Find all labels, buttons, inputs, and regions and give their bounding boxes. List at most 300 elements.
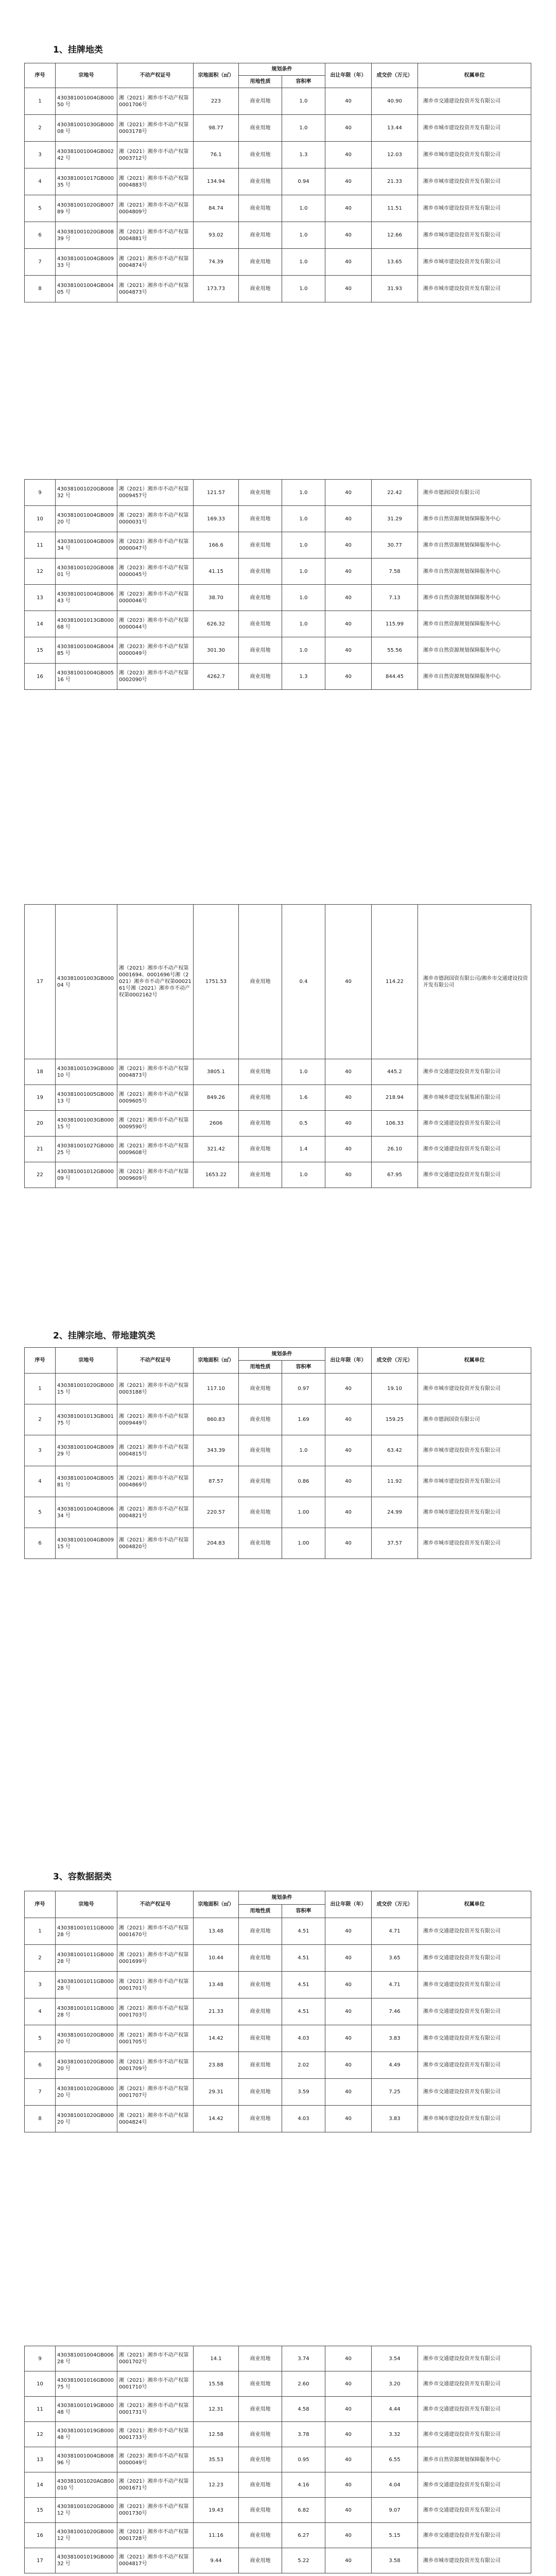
cell-use: 商业用地 xyxy=(239,142,282,168)
cell-price: 3.65 xyxy=(372,1945,418,1972)
cell-cert: 湘（2021）湘乡市不动产权第0001705号 xyxy=(117,2025,194,2052)
cell-price: 55.56 xyxy=(372,637,418,664)
cell-owner: 湘乡市交通建设投资开发有限公司 xyxy=(418,1918,531,1945)
land-table xyxy=(24,2346,531,2573)
column-header-plan: 规划条件 xyxy=(239,1891,325,1905)
cell-no: 16 xyxy=(25,664,56,690)
cell-use: 商业用地 xyxy=(239,1918,282,1945)
cell-price: 12.03 xyxy=(372,142,418,168)
cell-area: 76.1 xyxy=(194,142,239,168)
cell-use: 商业用地 xyxy=(239,222,282,249)
cell-years: 40 xyxy=(325,2447,372,2472)
cell-far: 4.58 xyxy=(282,2397,325,2422)
cell-cert: 湘（2021）湘乡市不动产权第0004873号 xyxy=(117,1059,194,1085)
cell-cert: 湘（2021）湘乡市不动产权第0001699号 xyxy=(117,1945,194,1972)
cell-far: 0.97 xyxy=(282,1374,325,1404)
cell-price: 24.99 xyxy=(372,1497,418,1528)
cell-no: 4 xyxy=(25,168,56,195)
cell-use: 商业用地 xyxy=(239,1466,282,1497)
cell-no: 18 xyxy=(25,1059,56,1085)
column-header-price: 成交价（万元） xyxy=(372,1891,418,1918)
cell-use: 商业用地 xyxy=(239,1085,282,1111)
cell-parcel: 430381001004GB00933 号 xyxy=(56,249,117,276)
cell-no: 16 xyxy=(25,2523,56,2548)
cell-parcel: 430381001004GB00920 号 xyxy=(56,506,117,532)
cell-owner: 湘乡市德润国资有限公司 xyxy=(418,1404,531,1435)
cell-far: 0.86 xyxy=(282,1466,325,1497)
table-row xyxy=(25,2025,531,2052)
cell-area: 1751.53 xyxy=(194,905,239,1059)
cell-cert: 湘（2021）湘乡市不动产权第0004815号 xyxy=(117,1435,194,1466)
table-block xyxy=(24,479,531,690)
cell-owner: 湘乡市城市建设投资开发有限公司 xyxy=(418,1466,531,1497)
cell-cert: 湘（2023）湘乡市不动产权第0000031号 xyxy=(117,506,194,532)
cell-parcel: 430381001011GB00028 号 xyxy=(56,1972,117,1998)
cell-far: 1.0 xyxy=(282,637,325,664)
cell-years: 40 xyxy=(325,249,372,276)
cell-owner: 湘乡市城市建设投资开发有限公司 xyxy=(418,222,531,249)
cell-years: 40 xyxy=(325,1111,372,1137)
cell-far: 1.0 xyxy=(282,195,325,222)
cell-parcel: 430381001027GB00025 号 xyxy=(56,1137,117,1162)
cell-parcel: 430381001019GB00048 号 xyxy=(56,2422,117,2447)
table-row xyxy=(25,1137,531,1162)
cell-far: 1.0 xyxy=(282,611,325,637)
column-header-no: 序号 xyxy=(25,63,56,88)
cell-years: 40 xyxy=(325,142,372,168)
cell-no: 6 xyxy=(25,2052,56,2079)
cell-price: 218.94 xyxy=(372,1085,418,1111)
cell-parcel: 430381001004GB00934 号 xyxy=(56,532,117,558)
column-header-area: 宗地面积（㎡） xyxy=(194,1891,239,1918)
table-row xyxy=(25,637,531,664)
cell-price: 31.93 xyxy=(372,276,418,302)
cell-price: 4.71 xyxy=(372,1972,418,1998)
cell-owner: 湘乡市城市建设投资开发有限公司 xyxy=(418,195,531,222)
table-row xyxy=(25,1085,531,1111)
column-header-no: 序号 xyxy=(25,1348,56,1374)
cell-cert: 湘（2021）湘乡市不动产权第0009449号 xyxy=(117,1404,194,1435)
cell-parcel: 430381001019GB00048 号 xyxy=(56,2397,117,2422)
cell-no: 21 xyxy=(25,1137,56,1162)
cell-parcel: 430381001004GB00050 号 xyxy=(56,88,117,115)
cell-owner: 湘乡市交通建设投资开发有限公司 xyxy=(418,2025,531,2052)
cell-no: 3 xyxy=(25,1972,56,1998)
cell-owner: 湘乡市城市建设投资开发有限公司 xyxy=(418,276,531,302)
cell-years: 40 xyxy=(325,195,372,222)
table-row xyxy=(25,142,531,168)
cell-no: 10 xyxy=(25,506,56,532)
cell-years: 40 xyxy=(325,2397,372,2422)
table-row xyxy=(25,1404,531,1435)
cell-no: 6 xyxy=(25,1528,56,1559)
table-row xyxy=(25,1918,531,1945)
header-row xyxy=(25,1348,531,1361)
cell-cert: 湘（2021）湘乡市不动产权第 0003712号 xyxy=(117,142,194,168)
cell-price: 13.44 xyxy=(372,115,418,142)
column-header-plan: 规划条件 xyxy=(239,63,325,76)
table-row xyxy=(25,905,531,1059)
cell-no: 13 xyxy=(25,585,56,611)
cell-use: 商业用地 xyxy=(239,276,282,302)
cell-area: 121.57 xyxy=(194,480,239,506)
cell-cert: 湘（2021）湘乡市不动产权第0004883号 xyxy=(117,168,194,195)
cell-cert: 湘（2023）湘乡市不动产权第0000049号 xyxy=(117,637,194,664)
cell-years: 40 xyxy=(325,1059,372,1085)
cell-owner: 湘乡市城市建设投资开发有限公司 xyxy=(418,1497,531,1528)
cell-cert: 湘（2021）湘乡市不动产权第0003188号 xyxy=(117,1374,194,1404)
cell-price: 4.04 xyxy=(372,2472,418,2498)
cell-price: 31.29 xyxy=(372,506,418,532)
column-header-years: 出让年限（年） xyxy=(325,63,372,88)
cell-far: 2.60 xyxy=(282,2371,325,2397)
cell-cert: 湘（2021）湘乡市不动产权第0001706号 xyxy=(117,88,194,115)
cell-far: 4.51 xyxy=(282,1998,325,2025)
column-header-price: 成交价（万元） xyxy=(372,63,418,88)
cell-no: 5 xyxy=(25,1497,56,1528)
cell-area: 87.57 xyxy=(194,1466,239,1497)
cell-cert: 湘（2021）湘乡市不动产权第0004809号 xyxy=(117,195,194,222)
cell-parcel: 430381001020GB00020 号 xyxy=(56,2052,117,2079)
column-header-use: 用地性质 xyxy=(239,76,282,88)
cell-no: 2 xyxy=(25,1945,56,1972)
cell-parcel: 430381001013GB00068 号 xyxy=(56,611,117,637)
cell-years: 40 xyxy=(325,2472,372,2498)
cell-far: 4.51 xyxy=(282,1945,325,1972)
table-row xyxy=(25,1945,531,1972)
cell-price: 3.20 xyxy=(372,2371,418,2397)
cell-far: 1.0 xyxy=(282,249,325,276)
cell-no: 10 xyxy=(25,2371,56,2397)
table-row xyxy=(25,2447,531,2472)
column-header-plan: 规划条件 xyxy=(239,1348,325,1361)
table-row xyxy=(25,1374,531,1404)
cell-parcel: 430381001011GB00028 号 xyxy=(56,1918,117,1945)
cell-cert: 湘（2021）湘乡市不动产权第0004817号 xyxy=(117,2548,194,2573)
cell-price: 37.57 xyxy=(372,1528,418,1559)
cell-owner: 湘乡市交通建设投资开发有限公司 xyxy=(418,88,531,115)
cell-area: 12.58 xyxy=(194,2422,239,2447)
cell-cert: 湘（2021）湘乡市不动产权第0001710号 xyxy=(117,2371,194,2397)
cell-owner: 湘乡市交通建设投资开发有限公司 xyxy=(418,2523,531,2548)
cell-cert: 湘（2021）湘乡市不动产权第0001709号 xyxy=(117,2052,194,2079)
table-row xyxy=(25,2106,531,2132)
table-row xyxy=(25,1059,531,1085)
cell-years: 40 xyxy=(325,1085,372,1111)
table-row xyxy=(25,2472,531,2498)
column-header-far: 容积率 xyxy=(282,1905,325,1918)
cell-area: 626.32 xyxy=(194,611,239,637)
cell-no: 11 xyxy=(25,532,56,558)
cell-owner: 湘乡市城市建设投资开发有限公司 xyxy=(418,1374,531,1404)
cell-cert: 湘（2021）湘乡市不动产权第0004824号 xyxy=(117,2106,194,2132)
cell-years: 40 xyxy=(325,1162,372,1188)
cell-far: 1.3 xyxy=(282,664,325,690)
cell-no: 12 xyxy=(25,2422,56,2447)
cell-area: 13.48 xyxy=(194,1918,239,1945)
cell-use: 商业用地 xyxy=(239,195,282,222)
cell-years: 40 xyxy=(325,585,372,611)
cell-years: 40 xyxy=(325,2079,372,2106)
cell-owner: 湘乡市交通建设投资开发有限公司 xyxy=(418,2079,531,2106)
column-header-price: 成交价（万元） xyxy=(372,1348,418,1374)
cell-area: 15.58 xyxy=(194,2371,239,2397)
cell-area: 14.42 xyxy=(194,2106,239,2132)
cell-far: 6.27 xyxy=(282,2523,325,2548)
cell-no: 22 xyxy=(25,1162,56,1188)
cell-price: 63.42 xyxy=(372,1435,418,1466)
cell-use: 商业用地 xyxy=(239,532,282,558)
cell-far: 0.4 xyxy=(282,905,325,1059)
cell-years: 40 xyxy=(325,222,372,249)
cell-use: 商业用地 xyxy=(239,585,282,611)
cell-area: 74.39 xyxy=(194,249,239,276)
land-table xyxy=(24,1347,531,1559)
cell-far: 0.5 xyxy=(282,1111,325,1137)
cell-far: 1.0 xyxy=(282,115,325,142)
cell-use: 商业用地 xyxy=(239,2548,282,2573)
column-header-cert: 不动产权证号 xyxy=(117,63,194,88)
land-table xyxy=(24,479,531,690)
cell-parcel: 430381001004GB00929 号 xyxy=(56,1435,117,1466)
cell-owner: 湘乡市城市建设投资开发有限公司 xyxy=(418,142,531,168)
table-row xyxy=(25,1435,531,1466)
cell-area: 321.42 xyxy=(194,1137,239,1162)
cell-years: 40 xyxy=(325,2523,372,2548)
cell-price: 3.58 xyxy=(372,2548,418,2573)
cell-parcel: 430381001004GB00581 号 xyxy=(56,1466,117,1497)
cell-years: 40 xyxy=(325,2422,372,2447)
cell-no: 4 xyxy=(25,1466,56,1497)
cell-area: 343.39 xyxy=(194,1435,239,1466)
cell-parcel: 430381001004GB00634 号 xyxy=(56,1497,117,1528)
cell-price: 106.33 xyxy=(372,1111,418,1137)
cell-use: 商业用地 xyxy=(239,1137,282,1162)
column-header-cert: 不动产权证号 xyxy=(117,1891,194,1918)
cell-parcel: 430381001030GB00008 号 xyxy=(56,115,117,142)
cell-years: 40 xyxy=(325,2346,372,2371)
cell-price: 30.77 xyxy=(372,532,418,558)
cell-parcel: 430381001003GB00015 号 xyxy=(56,1111,117,1137)
header-row xyxy=(25,63,531,76)
cell-area: 134.94 xyxy=(194,168,239,195)
cell-years: 40 xyxy=(325,1972,372,1998)
cell-parcel: 430381001020GB00839 号 xyxy=(56,222,117,249)
cell-use: 商业用地 xyxy=(239,2498,282,2523)
cell-use: 商业用地 xyxy=(239,2472,282,2498)
cell-use: 商业用地 xyxy=(239,1945,282,1972)
cell-cert: 湘（2021）湘乡市不动产权第0004873号 xyxy=(117,276,194,302)
cell-area: 2606 xyxy=(194,1111,239,1137)
cell-price: 5.15 xyxy=(372,2523,418,2548)
cell-area: 29.31 xyxy=(194,2079,239,2106)
section-title: 2、挂牌宗地、带地建筑类 xyxy=(53,1331,155,1341)
cell-no: 8 xyxy=(25,2106,56,2132)
cell-owner: 湘乡市自然资源规划保障服务中心 xyxy=(418,664,531,690)
cell-parcel: 430381001011GB00028 号 xyxy=(56,1998,117,2025)
cell-use: 商业用地 xyxy=(239,1374,282,1404)
table-row xyxy=(25,1497,531,1528)
cell-no: 7 xyxy=(25,249,56,276)
cell-far: 5.22 xyxy=(282,2548,325,2573)
cell-years: 40 xyxy=(325,611,372,637)
cell-cert: 湘（2021）湘乡市不动产权第0001707号 xyxy=(117,2079,194,2106)
cell-owner: 湘乡市交通建设投资开发有限公司 xyxy=(418,1972,531,1998)
cell-owner: 湘乡市交通建设投资开发有限公司 xyxy=(418,1998,531,2025)
table-row xyxy=(25,2498,531,2523)
cell-use: 商业用地 xyxy=(239,1111,282,1137)
cell-owner: 湘乡市交通建设投资开发有限公司 xyxy=(418,1111,531,1137)
cell-price: 13.65 xyxy=(372,249,418,276)
cell-price: 114.22 xyxy=(372,905,418,1059)
cell-parcel: 430381001020GB00012 号 xyxy=(56,2498,117,2523)
cell-cert: 湘（2021）湘乡市不动产权第0009590号 xyxy=(117,1111,194,1137)
cell-area: 860.83 xyxy=(194,1404,239,1435)
cell-no: 13 xyxy=(25,2447,56,2472)
cell-far: 1.0 xyxy=(282,480,325,506)
cell-parcel: 430381001004GB00643 号 xyxy=(56,585,117,611)
column-header-cert: 不动产权证号 xyxy=(117,1348,194,1374)
table-row xyxy=(25,1972,531,1998)
cell-far: 6.82 xyxy=(282,2498,325,2523)
table-row xyxy=(25,195,531,222)
cell-far: 3.59 xyxy=(282,2079,325,2106)
table-row xyxy=(25,664,531,690)
column-header-far: 容积率 xyxy=(282,76,325,88)
cell-area: 4262.7 xyxy=(194,664,239,690)
column-header-parcel: 宗地号 xyxy=(56,1348,117,1374)
cell-cert: 湘（2021）湘乡市不动产权第0009609号 xyxy=(117,1162,194,1188)
cell-use: 商业用地 xyxy=(239,88,282,115)
cell-area: 3805.1 xyxy=(194,1059,239,1085)
cell-cert: 湘（2023）湘乡市不动产权第0000044号 xyxy=(117,611,194,637)
cell-area: 117.10 xyxy=(194,1374,239,1404)
cell-no: 17 xyxy=(25,2548,56,2573)
cell-parcel: 430381001020GB00789 号 xyxy=(56,195,117,222)
cell-years: 40 xyxy=(325,2106,372,2132)
cell-cert: 湘（2021）湘乡市不动产权第0001670号 xyxy=(117,1918,194,1945)
table-row xyxy=(25,2397,531,2422)
cell-area: 84.74 xyxy=(194,195,239,222)
cell-parcel: 430381001020GB00832 号 xyxy=(56,480,117,506)
cell-far: 3.74 xyxy=(282,2346,325,2371)
cell-owner: 湘乡市德润国资有限公司/湘乡市交通建设投资开发有限公司 xyxy=(418,905,531,1059)
table-row xyxy=(25,222,531,249)
cell-far: 3.78 xyxy=(282,2422,325,2447)
cell-parcel: 430381001004GB00915 号 xyxy=(56,1528,117,1559)
table-row xyxy=(25,2523,531,2548)
cell-far: 4.03 xyxy=(282,2106,325,2132)
cell-area: 13.48 xyxy=(194,1972,239,1998)
cell-parcel: 430381001020GB00020 号 xyxy=(56,2106,117,2132)
cell-owner: 湘乡市城市建设投资开发有限公司 xyxy=(418,249,531,276)
cell-years: 40 xyxy=(325,1945,372,1972)
land-table xyxy=(24,63,531,302)
cell-use: 商业用地 xyxy=(239,905,282,1059)
cell-use: 商业用地 xyxy=(239,1435,282,1466)
cell-use: 商业用地 xyxy=(239,2447,282,2472)
table-row xyxy=(25,2052,531,2079)
cell-years: 40 xyxy=(325,1137,372,1162)
cell-area: 204.83 xyxy=(194,1528,239,1559)
cell-parcel: 430381001020GB00012 号 xyxy=(56,2523,117,2548)
cell-years: 40 xyxy=(325,1528,372,1559)
cell-years: 40 xyxy=(325,1435,372,1466)
cell-far: 1.0 xyxy=(282,532,325,558)
cell-use: 商业用地 xyxy=(239,2106,282,2132)
cell-area: 41.15 xyxy=(194,558,239,585)
cell-far: 1.6 xyxy=(282,1085,325,1111)
cell-price: 7.46 xyxy=(372,1998,418,2025)
cell-price: 9.07 xyxy=(372,2498,418,2523)
cell-cert: 湘（2021）湘乡市不动产权第0004869号 xyxy=(117,1466,194,1497)
cell-years: 40 xyxy=(325,637,372,664)
cell-far: 1.0 xyxy=(282,585,325,611)
cell-no: 2 xyxy=(25,1404,56,1435)
cell-use: 商业用地 xyxy=(239,611,282,637)
cell-owner: 湘乡市交通建设投资开发有限公司 xyxy=(418,2052,531,2079)
cell-cert: 湘（2021）湘乡市不动产权第0001733号 xyxy=(117,2422,194,2447)
table-block xyxy=(24,904,531,1188)
column-header-owner: 权属单位 xyxy=(418,63,531,88)
cell-owner: 湘乡市自然资源规划保障服务中心 xyxy=(418,558,531,585)
cell-price: 844.45 xyxy=(372,664,418,690)
cell-far: 1.0 xyxy=(282,1435,325,1466)
cell-parcel: 430381001013GB00175 号 xyxy=(56,1404,117,1435)
cell-years: 40 xyxy=(325,2371,372,2397)
cell-price: 11.92 xyxy=(372,1466,418,1497)
table-row xyxy=(25,1466,531,1497)
cell-no: 11 xyxy=(25,2397,56,2422)
cell-price: 7.25 xyxy=(372,2079,418,2106)
cell-use: 商业用地 xyxy=(239,1972,282,1998)
cell-parcel: 430381001019GB00032 号 xyxy=(56,2548,117,2573)
cell-use: 商业用地 xyxy=(239,664,282,690)
cell-area: 173.73 xyxy=(194,276,239,302)
column-header-no: 序号 xyxy=(25,1891,56,1918)
cell-no: 6 xyxy=(25,222,56,249)
cell-area: 10.44 xyxy=(194,1945,239,1972)
cell-far: 1.0 xyxy=(282,88,325,115)
cell-use: 商业用地 xyxy=(239,1162,282,1188)
cell-price: 4.44 xyxy=(372,2397,418,2422)
column-header-area: 宗地面积（㎡） xyxy=(194,1348,239,1374)
cell-price: 22.42 xyxy=(372,480,418,506)
cell-parcel: 430381001012GB00009 号 xyxy=(56,1162,117,1188)
cell-parcel: 430381001020GB00020 号 xyxy=(56,2079,117,2106)
cell-far: 1.0 xyxy=(282,222,325,249)
cell-parcel: 430381001004GB00485 号 xyxy=(56,637,117,664)
cell-area: 98.77 xyxy=(194,115,239,142)
cell-parcel: 430381001004GB00405 号 xyxy=(56,276,117,302)
table-row xyxy=(25,249,531,276)
cell-owner: 湘乡市城市建设投资开发有限公司 xyxy=(418,1528,531,1559)
cell-use: 商业用地 xyxy=(239,2397,282,2422)
table-row xyxy=(25,1162,531,1188)
cell-owner: 湘乡市城乡建设发展集团有限公司 xyxy=(418,1085,531,1111)
table-row xyxy=(25,1528,531,1559)
land-table xyxy=(24,1891,531,2132)
cell-price: 67.95 xyxy=(372,1162,418,1188)
table-row xyxy=(25,2346,531,2371)
table-block xyxy=(24,1891,531,2132)
cell-parcel: 430381001004GB00628 号 xyxy=(56,2346,117,2371)
table-row xyxy=(25,558,531,585)
cell-far: 0.94 xyxy=(282,168,325,195)
column-header-years: 出让年限（年） xyxy=(325,1891,372,1918)
cell-no: 1 xyxy=(25,88,56,115)
cell-area: 35.53 xyxy=(194,2447,239,2472)
